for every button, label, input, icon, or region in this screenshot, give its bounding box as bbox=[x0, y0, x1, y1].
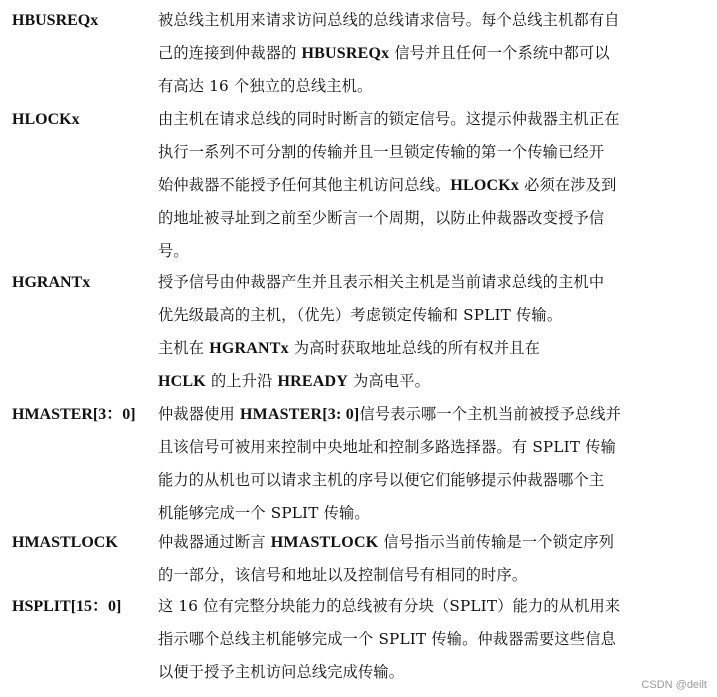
description-line bbox=[158, 136, 703, 169]
description-line bbox=[158, 103, 703, 136]
description-text: 被总线主机用来请求访问总线的总线请求信号。每个总线主机都有自 bbox=[158, 11, 620, 29]
description-text: 且该信号可被用来控制中央地址和控制多路选择器。有 SPLIT 传输 bbox=[158, 438, 616, 456]
description-line bbox=[158, 590, 703, 623]
description-line bbox=[158, 4, 703, 37]
description-text: 的一部分，该信号和地址以及控制信号有相同的时序。 bbox=[158, 566, 528, 584]
description-line bbox=[158, 235, 703, 268]
watermark: CSDN @deilt bbox=[641, 679, 707, 691]
description-line bbox=[158, 656, 703, 689]
signal-name: HSPLIT[15：0] bbox=[12, 598, 122, 615]
signal-reference: HBUSREQx bbox=[301, 45, 390, 62]
description-text: 仲裁器通过断言 bbox=[158, 533, 271, 551]
description-text: 的地址被寻址到之前至少断言一个周期，以防止仲裁器改变授予信 bbox=[158, 209, 605, 227]
signal-name: HMASTER[3：0] bbox=[12, 406, 136, 423]
description-text: 信号表示哪一个主机当前被授予总线并 bbox=[359, 405, 622, 423]
signal-reference: HMASTLOCK bbox=[270, 534, 379, 551]
description-line bbox=[158, 266, 703, 299]
description-text: 以便于授予主机访问总线完成传输。 bbox=[158, 663, 405, 681]
description-line bbox=[158, 70, 703, 103]
description-text: 必须在涉及到 bbox=[519, 176, 617, 194]
description-text: 的上升沿 bbox=[205, 372, 278, 390]
signal-description bbox=[158, 398, 703, 530]
description-text: 始仲裁器不能授予任何其他主机访问总线。 bbox=[158, 176, 451, 194]
signal-reference: HREADY bbox=[277, 373, 349, 390]
description-line bbox=[158, 332, 703, 365]
signal-name: HLOCKx bbox=[12, 111, 80, 128]
description-text: 主机在 bbox=[158, 339, 210, 357]
signal-name: HMASTLOCK bbox=[12, 534, 118, 551]
description-text: 机能够完成一个 SPLIT 传输。 bbox=[158, 504, 370, 522]
signal-name: HBUSREQx bbox=[12, 12, 99, 29]
description-text: 己的连接到仲裁器的 bbox=[158, 44, 302, 62]
description-text: 指示哪个总线主机能够完成一个 SPLIT 传输。仲裁器需要这些信息 bbox=[158, 630, 616, 648]
signal-reference: HCLK bbox=[158, 373, 206, 390]
description-text: 能力的从机也可以请求主机的序号以便它们能够提示仲裁器哪个主 bbox=[158, 471, 605, 489]
description-text: 有高达 16 个独立的总线主机。 bbox=[158, 77, 373, 95]
description-line bbox=[158, 464, 703, 497]
signal-description bbox=[158, 526, 703, 592]
description-text: 这 16 位有完整分块能力的总线被有分块（SPLIT）能力的从机用来 bbox=[158, 597, 621, 615]
signal-name: HGRANTx bbox=[12, 274, 91, 291]
signal-description bbox=[158, 103, 703, 268]
description-line bbox=[158, 299, 703, 332]
signal-reference: HGRANTx bbox=[209, 340, 289, 357]
description-line bbox=[158, 398, 703, 431]
description-text: 信号指示当前传输是一个锁定序列 bbox=[378, 533, 615, 551]
description-text: 由主机在请求总线的同时时断言的锁定信号。这提示仲裁器主机正在 bbox=[158, 110, 620, 128]
description-text: 为高时获取地址总线的所有权并且在 bbox=[288, 339, 541, 357]
description-text: 号。 bbox=[158, 242, 189, 260]
description-text: 执行一系列不可分割的传输并且一旦锁定传输的第一个传输已经开 bbox=[158, 143, 605, 161]
description-line bbox=[158, 169, 703, 202]
signal-description bbox=[158, 590, 703, 689]
description-text: 优先级最高的主机，（优先）考虑锁定传输和 SPLIT 传输。 bbox=[158, 306, 563, 324]
description-line bbox=[158, 37, 703, 70]
description-text: 为高电平。 bbox=[348, 372, 431, 390]
signal-reference: HLOCKx bbox=[450, 177, 520, 194]
signal-description bbox=[158, 4, 703, 103]
signal-reference: HMASTER[3: 0] bbox=[239, 406, 360, 423]
description-text: 仲裁器使用 bbox=[158, 405, 240, 423]
description-line bbox=[158, 526, 703, 559]
signal-description bbox=[158, 266, 703, 398]
description-text: 授予信号由仲裁器产生并且表示相关主机是当前请求总线的主机中 bbox=[158, 273, 605, 291]
description-text: 信号并且任何一个系统中都可以 bbox=[389, 44, 610, 62]
description-line bbox=[158, 365, 703, 398]
description-line bbox=[158, 559, 703, 592]
description-line bbox=[158, 202, 703, 235]
description-line bbox=[158, 431, 703, 464]
description-line bbox=[158, 623, 703, 656]
